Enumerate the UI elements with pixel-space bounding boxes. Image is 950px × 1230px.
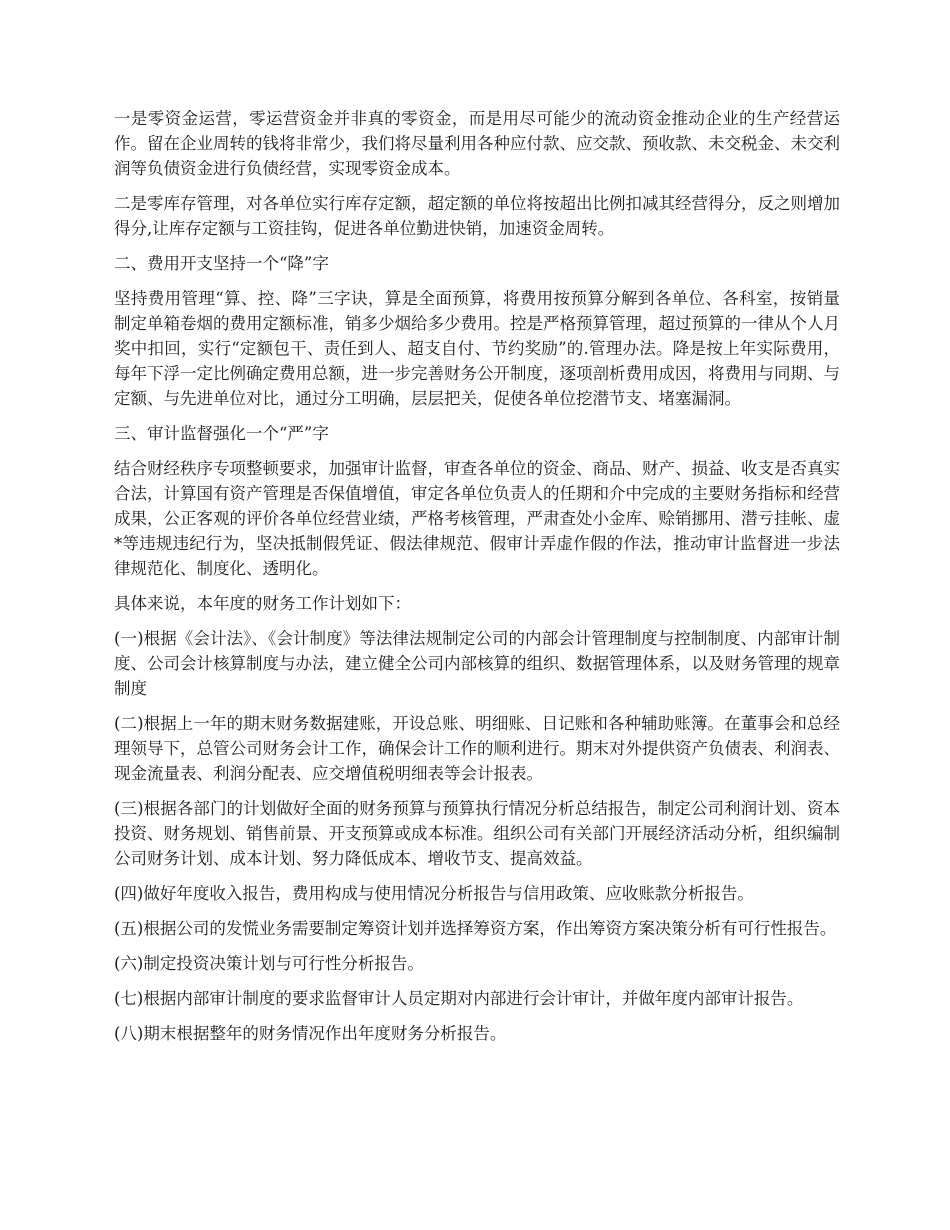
section-heading-expense: 二、费用开支坚持一个“降”字 (114, 254, 329, 273)
list-item-plan-7: (七)根据内部审计制度的要求监督审计人员定期对内部进行会计审计，并做年度内部审计报告。 (114, 989, 804, 1008)
paragraph-plan-intro: 具体来说，本年度的财务工作计划如下： (114, 594, 411, 613)
paragraph-zero-capital: 一是零资金运营，零运营资金并非真的零资金，而是用尽可能少的流动资金推动企业的生产经营运作。留在企业周转的钱将非常少，我们将尽量利用各种应付款、应交款、预收款、未交税金、未交利润等负债资金进行负债经营，实现零资金成本。 (114, 109, 840, 178)
list-item-plan-2: (二)根据上一年的期末财务数据建账，开设总账、明细账、日记账和各种辅助账簿。在董事会和总经理领导下，总管公司财务会计工作，确保会计工作的顺利进行。期末对外提供资产负债表、利润表、现金流量表、利润分配表、应交增值税明细表等会计报表。 (114, 714, 840, 783)
document-body (114, 106, 840, 1056)
list-item-plan-3: (三)根据各部门的计划做好全面的财务预算与预算执行情况分析总结报告，制定公司利润计划、资本投资、财务规划、销售前景、开支预算或成本标准。组织公司有关部门开展经济活动分析，组织编制公司财务计划、成本计划、努力降低成本、增收节支、提高效益。 (114, 799, 840, 868)
list-item-plan-1: (一)根据《会计法》、《会计制度》等法律法规制定公司的内部会计管理制度与控制制度、内部审计制度、公司会计核算制度与办法，建立健全公司内部核算的组织、数据管理体系，以及财务管理的规章制度 (114, 629, 840, 698)
paragraph-audit-supervision: 结合财经秩序专项整顿要求，加强审计监督，审查各单位的资金、商品、财产、损益、收支是否真实合法，计算国有资产管理是否保值增值，审定各单位负责人的任期和介中完成的主要财务指标和经营成果，公正客观的评价各单位经营业绩，严格考核管理，严肃查处小金库、赊销挪用、潜亏挂帐、虚*等违规违纪行为，坚决抵制假凭证、假法律规范、假审计弄虚作假的作法，推动审计监督进一步法律规范化、制度化、透明化。 (114, 459, 840, 578)
list-item-plan-8: (八)期末根据整年的财务情况作出年度财务分析报告。 (114, 1024, 507, 1043)
section-heading-audit: 三、审计监督强化一个“严”字 (114, 424, 329, 443)
paragraph-zero-inventory: 二是零库存管理，对各单位实行库存定额，超定额的单位将按超出比例扣减其经营得分，反之则增加得分,让库存定额与工资挂钩，促进各单位勤进快销，加速资金周转。 (114, 194, 840, 238)
paragraph-expense-management: 坚持费用管理“算、控、降”三字诀，算是全面预算，将费用按预算分解到各单位、各科室，按销量制定单箱卷烟的费用定额标准，销多少烟给多少费用。控是严格预算管理，超过预算的一律从个人月奖中扣回，实行“定额包干、责任到人、超支自付、节约奖励”的.管理办法。降是按上年实际费用，每年下浮一定比例确定费用总额，进一步完善财务公开制度，逐项剖析费用成因，将费用与同期、与定额、与先进单位对比，通过分工明确，层层把关，促使各单位挖潜节支、堵塞漏洞。 (114, 289, 840, 408)
list-item-plan-6: (六)制定投资决策计划与可行性分析报告。 (114, 954, 424, 973)
list-item-plan-5: (五)根据公司的发慌业务需要制定筹资计划并选择筹资方案，作出筹资方案决策分析有可行性报告。 (114, 919, 837, 938)
list-item-plan-4: (四)做好年度收入报告，费用构成与使用情况分析报告与信用政策、应收账款分析报告。 (114, 884, 754, 903)
